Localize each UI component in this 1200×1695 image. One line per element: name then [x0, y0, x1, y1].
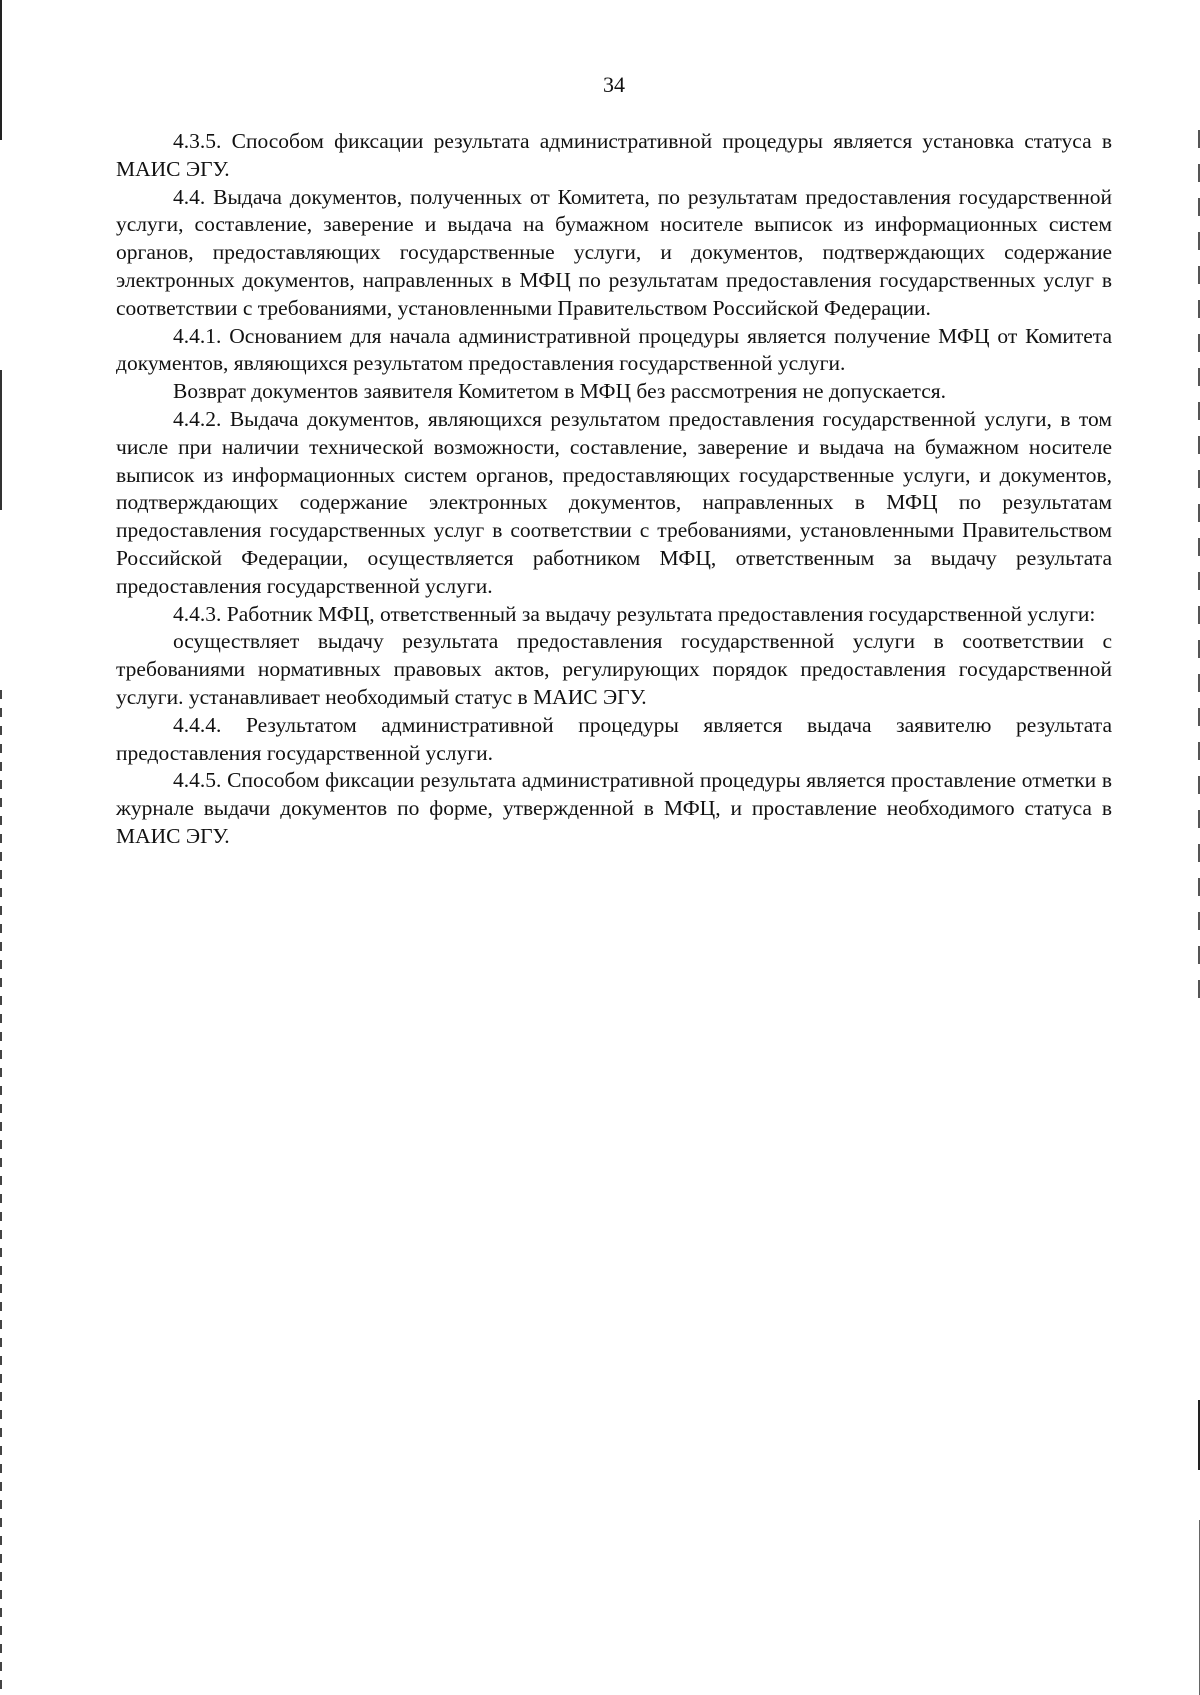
paragraph-4-4-2: 4.4.2. Выдача документов, являющихся результатом предоставления государственной услуги, в том числе при наличии технической возможности, составление, заверение и выдача на бумажном носителе выписок из информационных систем органов, предоставляющих государственные услуги, и документов, подтверждающих содержание электронных документов, направленных в МФЦ по результатам предоставления государственных услуг в соответствии с требованиями, установленными Правительством Российской Федерации, осуществляется работником МФЦ, ответственным за выдачу результата предоставления государственной услуги.: [116, 406, 1112, 598]
paragraph-4-4-3-duties: осуществляет выдачу результата предоставления государственной услуги в соответствии с требованиями нормативных правовых актов, регулирующих порядок предоставления государственной услуги. устанавливает необходимый статус в МАИС ЭГУ.: [116, 629, 1112, 709]
paragraph-4-4-4: 4.4.4. Результатом административной процедуры является выдача заявителю результата предоставления государственной услуги.: [116, 712, 1112, 765]
scan-edge-mark: [0, 690, 2, 1695]
paragraph-4-4-5: 4.4.5. Способом фиксации результата административной процедуры является проставление отметки в журнале выдачи документов по форме, утвержденной в МФЦ, и проставление необходимого статуса в МАИС ЭГУ.: [116, 768, 1112, 848]
scan-edge-mark: [0, 370, 2, 510]
paragraph-4-4-3: 4.4.3. Работник МФЦ, ответственный за выдачу результата предоставления государственной услуги:: [173, 601, 1096, 626]
paragraph-4-4: 4.4. Выдача документов, полученных от Комитета, по результатам предоставления государственной услуги, составление, заверение и выдача на бумажном носителе выписок из информационных систем органов, предоставляющих государственные услуги, и документов, подтверждающих содержание электронных документов, направленных в МФЦ по результатам предоставления государственных услуг в соответствии с требованиями, установленными Правительством Российской Федерации.: [116, 184, 1112, 320]
paragraph-return-rule: Возврат документов заявителя Комитетом в МФЦ без рассмотрения не допускается.: [173, 379, 947, 404]
paragraph-4-3-5: 4.3.5. Способом фиксации результата административной процедуры является установка статуса в МАИС ЭГУ.: [116, 129, 1112, 181]
page-number: 34: [603, 72, 625, 97]
document-body: [116, 128, 1112, 851]
scan-edge-mark: [0, 0, 2, 140]
paragraph-4-4-1: 4.4.1. Основанием для начала административной процедуры является получение МФЦ от Комитета документов, являющихся результатом предоставления государственной услуги.: [116, 323, 1112, 376]
